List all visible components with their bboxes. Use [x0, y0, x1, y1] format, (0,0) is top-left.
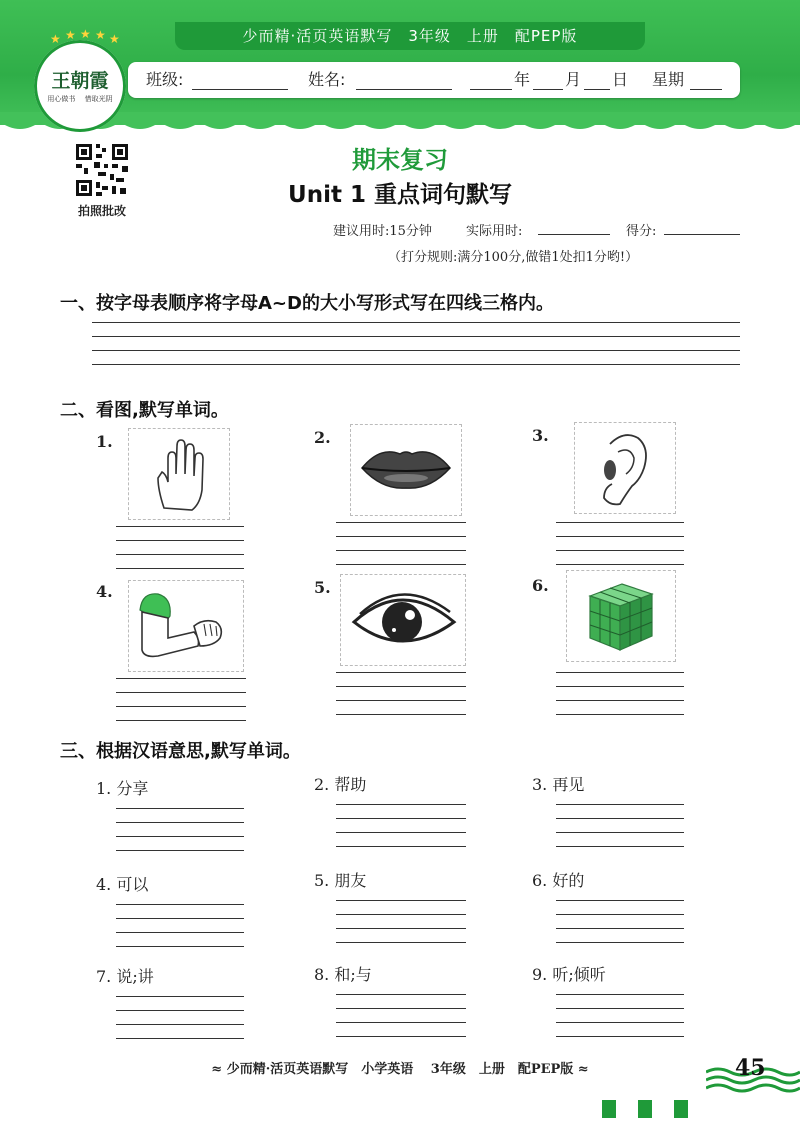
cube-icon: [566, 570, 676, 662]
star-icon: ★: [50, 32, 61, 46]
class-label: 班级:: [146, 70, 184, 89]
four-line-grid[interactable]: [92, 322, 740, 368]
answer-lines[interactable]: [556, 522, 684, 566]
section-3-heading: 三、根据汉语意思,默写单词。: [60, 741, 301, 762]
picture-item-number: 3.: [532, 426, 549, 445]
month-label: 月: [565, 70, 582, 89]
logo-tagline: 用心做书 惜取光阴: [47, 95, 113, 103]
name-field[interactable]: [356, 89, 452, 90]
decor-bar: [602, 1100, 616, 1118]
class-field[interactable]: [192, 89, 288, 90]
header-wave-edge: [0, 112, 800, 138]
year-label: 年: [514, 70, 531, 89]
answer-lines[interactable]: [336, 994, 466, 1038]
answer-lines[interactable]: [336, 804, 466, 848]
actual-time-field[interactable]: [538, 234, 610, 235]
word-prompt: 4. 可以: [96, 875, 149, 894]
word-prompt: 5. 朋友: [314, 871, 367, 890]
word-prompt: 9. 听;倾听: [532, 965, 606, 984]
star-icon: ★: [80, 27, 91, 41]
page-subtitle: Unit 1 重点词句默写: [288, 182, 512, 208]
header-banner: 少而精·活页英语默写 3年级 上册 配PEP版: [175, 22, 645, 50]
word-prompt: 2. 帮助: [314, 775, 367, 794]
suggested-time: 建议用时:15分钟: [333, 224, 432, 239]
answer-lines[interactable]: [556, 804, 684, 848]
answer-lines[interactable]: [336, 672, 466, 716]
decor-bar: [638, 1100, 652, 1118]
score-field[interactable]: [664, 234, 740, 235]
student-info-bar: [128, 62, 740, 98]
week-field[interactable]: [690, 89, 722, 90]
word-prompt: 8. 和;与: [314, 965, 372, 984]
day-field[interactable]: [584, 89, 610, 90]
qr-label: 拍照批改: [77, 204, 126, 218]
score-rule: （打分规则:满分100分,做错1处扣1分哟!）: [388, 250, 639, 265]
year-field[interactable]: [470, 89, 512, 90]
star-icon: ★: [95, 28, 106, 42]
answer-lines[interactable]: [116, 996, 244, 1040]
answer-lines[interactable]: [556, 994, 684, 1038]
page-number: 45: [735, 1055, 766, 1081]
mouth-icon: [350, 424, 462, 516]
name-label: 姓名:: [308, 70, 346, 89]
page-title: 期末复习: [352, 146, 448, 174]
hand-icon: [128, 428, 230, 520]
ear-icon: [574, 422, 676, 514]
week-label: 星期: [652, 70, 685, 89]
answer-lines[interactable]: [116, 526, 244, 570]
section-2-heading: 二、看图,默写单词。: [60, 400, 229, 421]
section-1-heading: 一、按字母表顺序将字母A~D的大小写形式写在四线三格内。: [60, 293, 554, 314]
answer-lines[interactable]: [336, 900, 466, 944]
picture-item-number: 1.: [96, 432, 113, 451]
logo-brand: 王朝霞: [51, 70, 109, 92]
answer-lines[interactable]: [116, 904, 244, 948]
brand-logo: [34, 27, 126, 132]
picture-item-number: 6.: [532, 576, 549, 595]
answer-lines[interactable]: [556, 900, 684, 944]
picture-item-number: 5.: [314, 578, 331, 597]
answer-lines[interactable]: [116, 678, 246, 722]
month-field[interactable]: [533, 89, 563, 90]
day-label: 日: [612, 70, 629, 89]
actual-time-label: 实际用时:: [466, 224, 523, 239]
answer-lines[interactable]: [556, 672, 684, 716]
star-icon: ★: [65, 28, 76, 42]
word-prompt: 6. 好的: [532, 871, 585, 890]
decor-bar: [674, 1100, 688, 1118]
answer-lines[interactable]: [116, 808, 244, 852]
score-label: 得分:: [626, 224, 657, 239]
word-prompt: 3. 再见: [532, 775, 585, 794]
picture-item-number: 4.: [96, 582, 113, 601]
word-prompt: 7. 说;讲: [96, 967, 154, 986]
arm-icon: [128, 580, 244, 672]
picture-item-number: 2.: [314, 428, 331, 447]
word-prompt: 1. 分享: [96, 779, 149, 798]
answer-lines[interactable]: [336, 522, 466, 566]
footer-text: ≈ 少而精·活页英语默写 小学英语 3年级 上册 配PEP版 ≈: [211, 1062, 589, 1077]
eye-icon: [340, 574, 466, 666]
star-icon: ★: [109, 32, 120, 46]
